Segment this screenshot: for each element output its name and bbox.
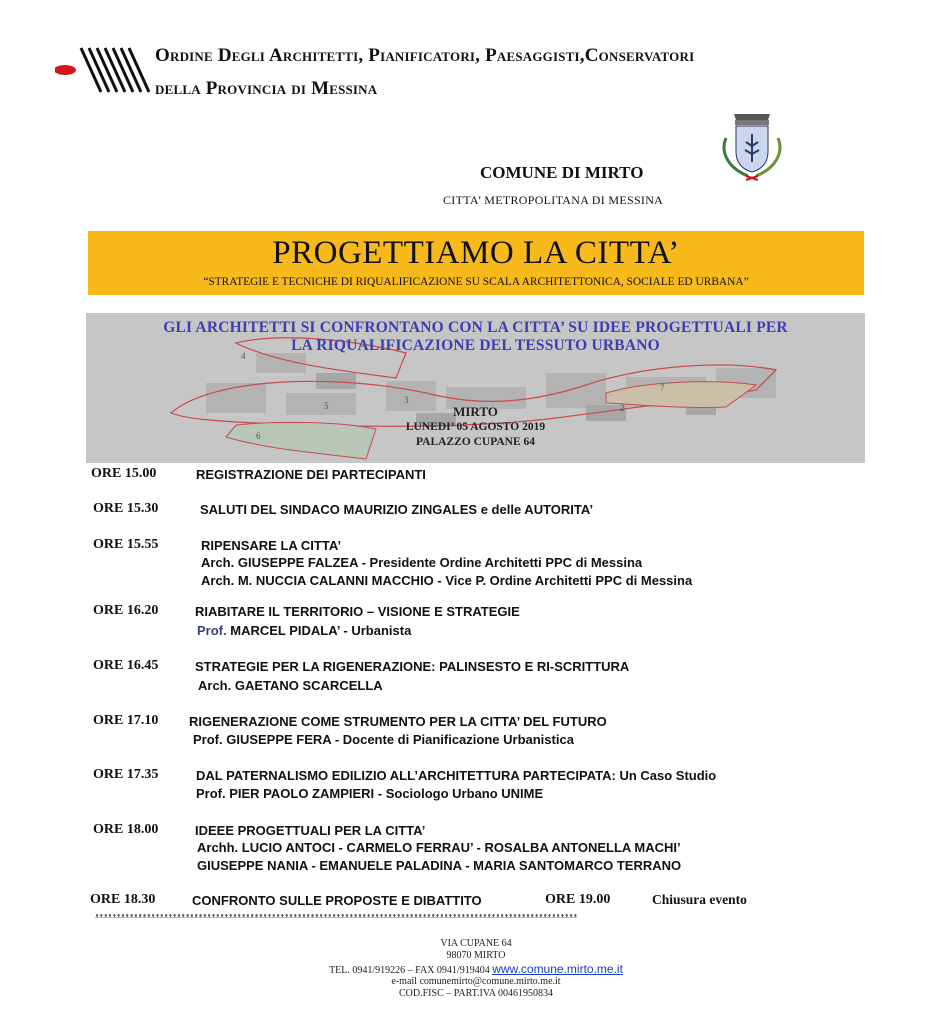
map-zone-label: 7 — [660, 383, 665, 393]
program-time: ORE 17.35 — [93, 767, 159, 782]
program-speaker: Arch. GAETANO SCARCELLA — [198, 678, 383, 693]
program-time: ORE 15.55 — [93, 537, 159, 552]
program-speaker: GIUSEPPE NANIA - EMANUELE PALADINA - MARIA SANTOMARCO TERRANO — [197, 858, 682, 873]
program-title: CONFRONTO SULLE PROPOSTE E DIBATTITO — [192, 893, 482, 908]
municipal-crest-icon — [712, 108, 792, 186]
program-title: REGISTRAZIONE DEI PARTECIPANTI — [196, 467, 426, 482]
program-time: ORE 15.00 — [91, 466, 157, 481]
map-heading-line1: GLI ARCHITETTI SI CONFRONTANO CON LA CITTA’ SU IDEE PROGETTUALI PER — [163, 319, 788, 336]
program-time: ORE 18.00 — [93, 822, 159, 837]
event-venue: PALAZZO CUPANE 64 — [415, 436, 536, 448]
event-place: MIRTO — [453, 404, 498, 419]
speaker-name: MARCEL PIDALA’ - Urbanista — [226, 623, 412, 638]
footer-codfisc: COD.FISC – PART.IVA 00461950834 — [399, 988, 553, 999]
map-heading-line2: LA RIQUALIFICAZIONE DEL TESSUTO URBANO — [291, 337, 660, 354]
website-link[interactable]: www.comune.mirto.me.it — [492, 962, 623, 976]
footer-contacts — [0, 962, 952, 976]
comune-title: COMUNE DI MIRTO — [480, 163, 644, 182]
program-time: ORE 18.30 — [90, 892, 156, 907]
map-zone-label: 5 — [324, 401, 329, 411]
program-time: ORE 16.20 — [93, 603, 159, 618]
program-title: IDEEE PROGETTUALI PER LA CITTA’ — [195, 823, 426, 838]
program-speaker: Prof. GIUSEPPE FERA - Docente di Pianificazione Urbanistica — [193, 732, 574, 747]
footer-address: VIA CUPANE 64 — [440, 938, 512, 949]
program-title: STRATEGIE PER LA RIGENERAZIONE: PALINSESTO E RI-SCRITTURA — [195, 659, 630, 674]
order-title-line2: della Provincia di Messina — [155, 78, 378, 99]
map-zone-label: 3 — [404, 395, 409, 405]
footer-email: e-mail comunemirto@comune.mirto.me.it — [391, 976, 561, 987]
program-title: Chiusura evento — [652, 892, 747, 907]
program-title: RIABITARE IL TERRITORIO – VISIONE E STRATEGIE — [195, 604, 520, 619]
program-time: ORE 17.10 — [93, 713, 159, 728]
map-zone-label: 4 — [241, 351, 246, 361]
event-subtitle: “STRATEGIE E TECNICHE DI RIQUALIFICAZIONE SU SCALA ARCHITETTONICA, SOCIALE ED URBANA” — [203, 276, 749, 288]
event-title: PROGETTIAMO LA CITTA’ — [272, 235, 680, 271]
program-time: ORE 16.45 — [93, 658, 159, 673]
footer-phone-fax: TEL. 0941/919226 – FAX 0941/919404 — [329, 965, 490, 976]
program-time: ORE 15.30 — [93, 501, 159, 516]
program-title: RIPENSARE LA CITTA’ — [201, 538, 342, 553]
architects-order-logo — [55, 40, 155, 100]
program-speaker: Arch. M. NUCCIA CALANNI MACCHIO - Vice P. Ordine Architetti PPC di Messina — [201, 573, 693, 588]
program-speaker: Prof. PIER PAOLO ZAMPIERI - Sociologo Urbano UNIME — [196, 786, 544, 801]
event-date: LUNEDI’ 05 AGOSTO 2019 — [405, 421, 546, 433]
order-title-line1: Ordine Degli Architetti, Pianificatori, Paesaggisti,Conservatori — [155, 45, 695, 66]
title-banner — [88, 231, 864, 295]
footer-cap: 98070 MIRTO — [446, 950, 506, 961]
speaker-title-prefix: Prof. — [197, 623, 227, 638]
map-zone-label: 2 — [620, 403, 625, 413]
program-speaker — [197, 623, 411, 638]
program-speaker: Arch. GIUSEPPE FALZEA - Presidente Ordine Architetti PPC di Messina — [201, 555, 643, 570]
program-speaker: Archh. LUCIO ANTOCI - CARMELO FERRAU’ - ROSALBA ANTONELLA MACHI’ — [197, 840, 681, 855]
map-zone-label: 6 — [256, 431, 261, 441]
program-title: RIGENERAZIONE COME STRUMENTO PER LA CITTA’ DEL FUTURO — [189, 714, 607, 729]
decorative-divider: ᴥᴥᴥᴥᴥᴥᴥᴥᴥᴥᴥᴥᴥᴥᴥᴥᴥᴥᴥᴥᴥᴥᴥᴥᴥᴥᴥᴥᴥᴥᴥᴥᴥᴥᴥᴥᴥᴥᴥᴥᴥᴥᴥᴥᴥᴥᴥᴥᴥᴥᴥᴥᴥᴥᴥᴥᴥᴥᴥᴥᴥᴥᴥᴥᴥᴥᴥᴥᴥᴥᴥᴥᴥᴥᴥᴥᴥᴥᴥᴥᴥᴥᴥᴥᴥᴥᴥᴥᴥᴥᴥᴥᴥᴥᴥᴥᴥᴥᴥᴥᴥᴥᴥᴥᴥᴥᴥᴥᴥᴥᴥᴥ — [95, 912, 578, 920]
metropolitan-city-label: CITTA’ METROPOLITANA DI MESSINA — [443, 193, 664, 207]
map-heading — [86, 319, 865, 355]
program-title: DAL PATERNALISMO EDILIZIO ALL’ARCHITETTURA PARTECIPATA: Un Caso Studio — [196, 768, 717, 783]
program-time: ORE 19.00 — [545, 892, 611, 907]
program-title: SALUTI DEL SINDACO MAURIZIO ZINGALES e delle AUTORITA’ — [200, 502, 594, 517]
town-map-panel — [86, 313, 865, 463]
